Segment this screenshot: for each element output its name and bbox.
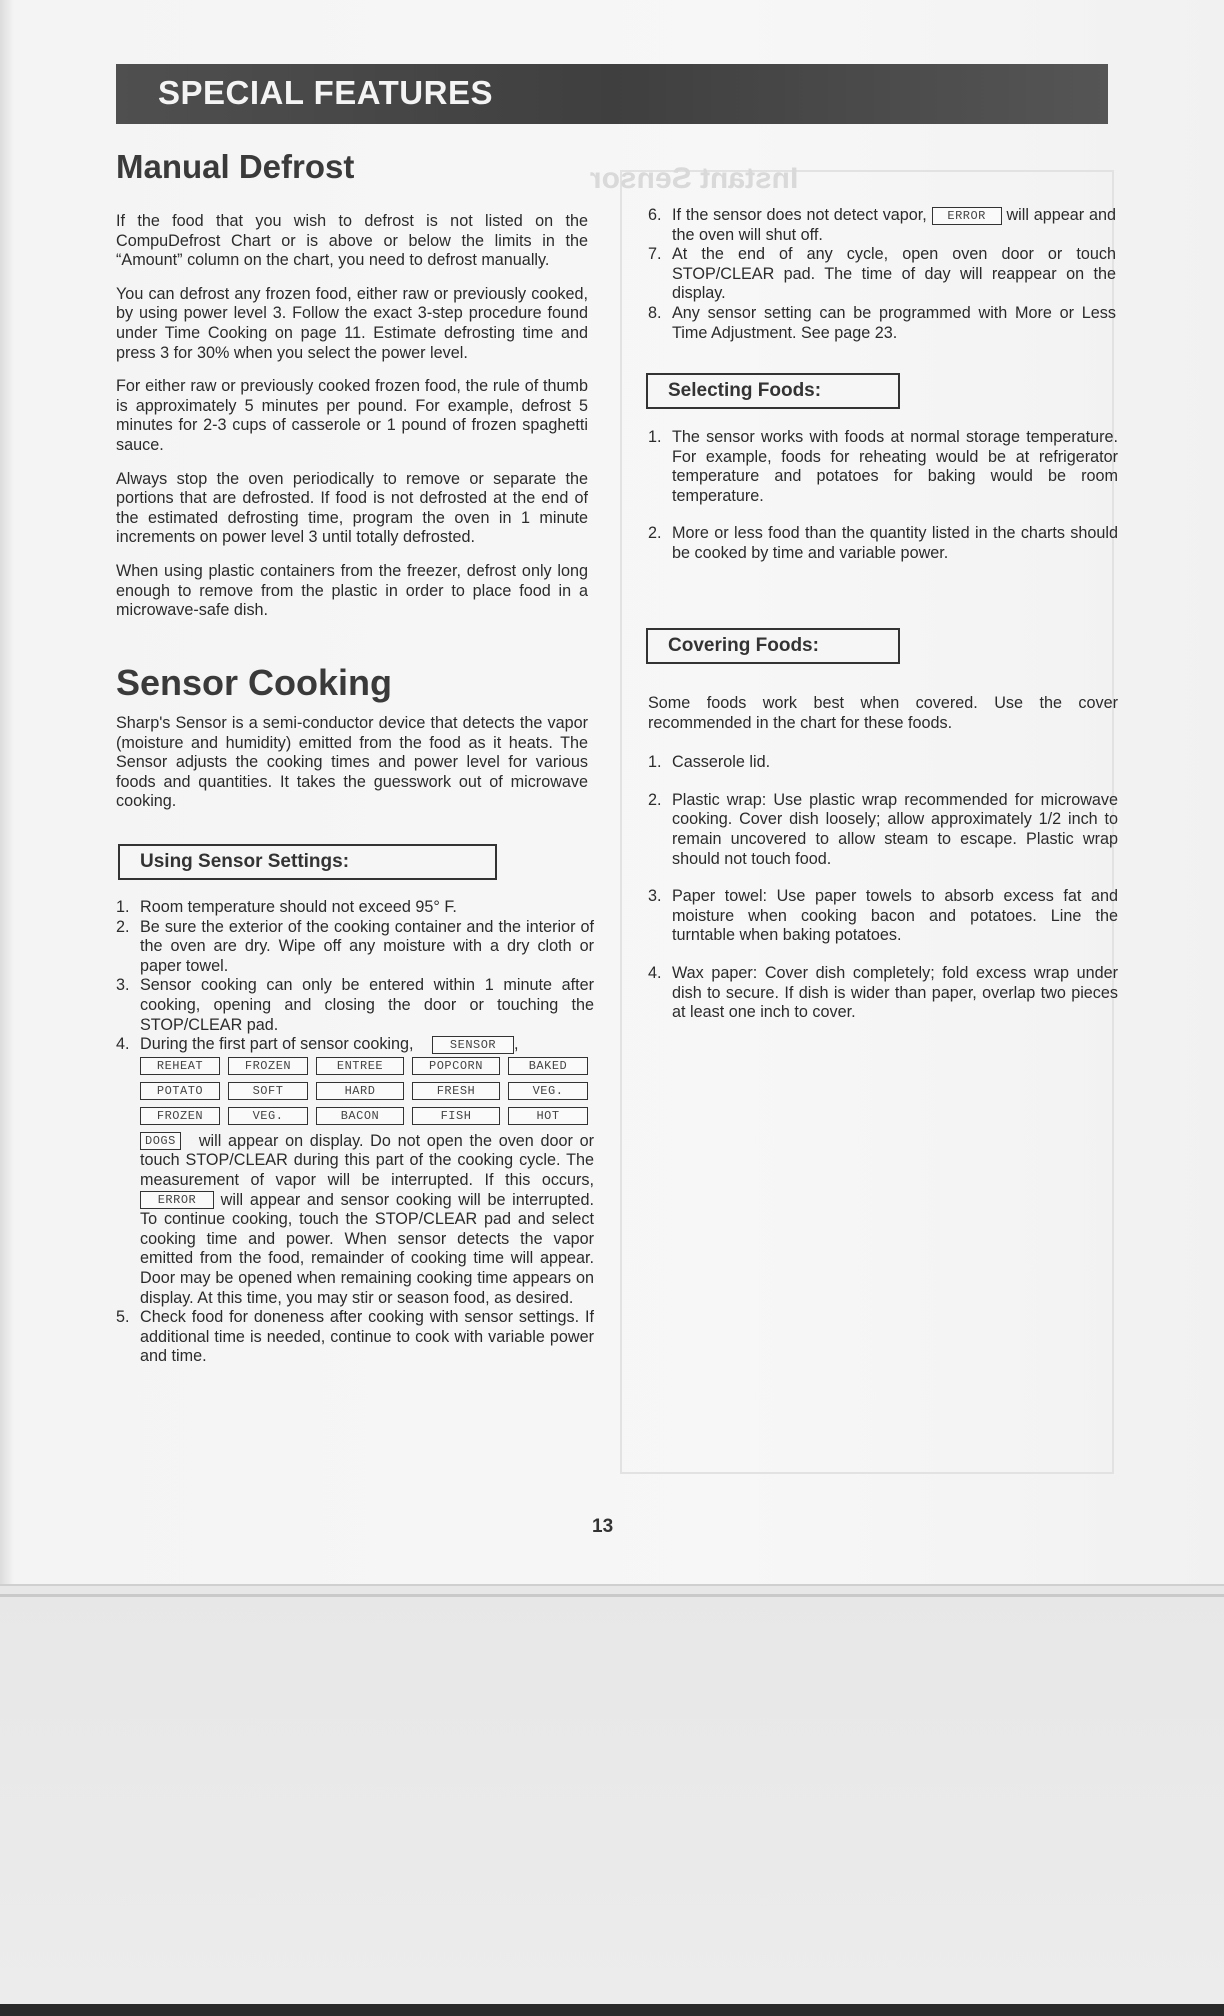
lcd-display: VEG. <box>508 1082 588 1100</box>
item-text: Casserole lid. <box>672 753 771 772</box>
lcd-row <box>140 1082 594 1100</box>
item-text: Be sure the exterior of the cooking container and the interior of the oven are dry. Wipe off any moisture with a dry cloth or paper towel. <box>140 917 594 975</box>
list-item <box>116 976 594 1035</box>
list-item <box>116 918 594 977</box>
item-text: Room temperature should not exceed 95° F. <box>140 898 457 916</box>
paragraph: If the food that you wish to defrost is not listed on the CompuDefrost Chart or is above or below the limits in the “Amount” column on the chart, you need to defrost manually. <box>116 212 588 270</box>
item-text: Sensor cooking can only be entered within 1 minute after cooking, opening and closing the door or touching the STOP/CLEAR pad. <box>140 976 594 1034</box>
item-text: If the sensor does not detect vapor, <box>672 206 927 224</box>
item-number: 6. <box>648 206 662 224</box>
selecting-foods-list <box>648 428 1118 582</box>
banner-title: SPECIAL FEATURES <box>158 74 493 111</box>
item-number: 5. <box>116 1308 130 1327</box>
paragraph: Some foods work best when covered. Use the cover recommended in the chart for these foods. <box>648 694 1118 732</box>
covering-foods-heading: Covering Foods: <box>646 628 900 664</box>
paragraph: For either raw or previously cooked frozen food, the rule of thumb is approximately 5 minutes per pound. For example, defrost 5 minutes for 2-3 cups of casserole or 1 pound of frozen spaghetti sauce. <box>116 377 588 454</box>
item-text: More or less food than the quantity listed in the charts should be cooked by time and variable power. <box>672 524 1118 562</box>
item-text: will appear and the oven will shut off. <box>672 206 1117 244</box>
section-banner <box>116 64 1108 124</box>
item-number: 4. <box>116 1035 130 1054</box>
lcd-display: FISH <box>412 1107 500 1125</box>
list-item <box>648 206 1116 245</box>
list-item: 4. During the first part of sensor cooking, SENSOR , REHEAT FROZEN ENTREE POPCORN BAKED POTATO SOFT HARD FRESH VEG. FROZEN VEG. BACON FISH HOT DOGS will appear on display. Do not open the oven door or touch STOP/CLEAR during this part of the cooking cycle. The measurement of vapor will be interrupted. If this occurs, ERROR will appear and sensor cooking will be interrupted. To continue cooking, touch the STOP/CLEAR pad and select cooking time and power. When sensor detects the vapor emitted from the food, remainder of cooking time will appear. Door may be opened when remaining cooking time appears on display. At this time, you may stir or season food, as desired. <box>116 1035 594 1307</box>
covering-foods-body <box>648 694 1118 1041</box>
lcd-display: SOFT <box>228 1082 308 1100</box>
lcd-display: POTATO <box>140 1082 220 1100</box>
list-item <box>116 1308 594 1367</box>
lcd-display: VEG. <box>228 1107 308 1125</box>
item-text: will appear and sensor cooking will be interrupted. To continue cooking, touch the STOP/CLEAR pad and select cooking time and power. When sensor detects the vapor emitted from the food, remainder of cooking time will appear. Door may be opened when remaining cooking time appears on display. At this time, you may stir or season food, as desired. <box>140 1190 594 1307</box>
lcd-display: HOT <box>508 1107 588 1125</box>
lcd-row <box>140 1057 594 1075</box>
bleed-through-text: Instant Sensor <box>590 162 799 195</box>
using-sensor-heading: Using Sensor Settings: <box>118 844 497 880</box>
list-item <box>648 753 1118 773</box>
lcd-display-dogs: DOGS <box>140 1132 181 1150</box>
lcd-display-grid <box>140 1057 594 1125</box>
lcd-display-sensor: SENSOR <box>432 1036 514 1054</box>
item-text: The sensor works with foods at normal storage temperature. For example, foods for reheating would be at refrigerator temperature and potatoes for baking would be room temperature. <box>672 428 1118 505</box>
item-text: Any sensor setting can be programmed with More or Less Time Adjustment. See page 23. <box>672 303 1116 342</box>
manual-defrost-heading: Manual Defrost <box>116 148 355 185</box>
lcd-display: FRESH <box>412 1082 500 1100</box>
using-sensor-list <box>116 898 594 1367</box>
lcd-display: FROZEN <box>228 1057 308 1075</box>
item-text: Paper towel: Use paper towels to absorb excess fat and moisture when cooking bacon and potatoes. Line the turntable when baking potatoes. <box>672 887 1118 945</box>
item-number: 2. <box>648 524 662 543</box>
sensor-cooking-intro <box>116 714 588 826</box>
using-sensor-list-continued <box>648 206 1116 343</box>
list-item <box>648 428 1118 506</box>
lcd-display: BACON <box>316 1107 404 1125</box>
item-number: 3. <box>116 976 130 995</box>
item-number: 2. <box>648 790 662 809</box>
item-number: 1. <box>648 428 662 446</box>
list-item <box>648 887 1118 946</box>
item-text: will appear on display. Do not open the oven door or touch STOP/CLEAR during this part of the cooking cycle. The measurement of vapor will be interrupted. If this occurs, <box>140 1131 594 1189</box>
item-text: Wax paper: Cover dish completely; fold excess wrap under dish to secure. If dish is wider than paper, overlap two pieces at least one inch to cover. <box>672 963 1118 1022</box>
list-item <box>648 304 1116 343</box>
lcd-display: BAKED <box>508 1057 588 1075</box>
paragraph: Always stop the oven periodically to remove or separate the portions that are defrosted. If food is not defrosted at the end of the estimated defrosting time, program the oven in 1 minute increments on power level 3 until totally defrosted. <box>116 469 588 547</box>
item-number: 1. <box>116 898 130 916</box>
lcd-display: HARD <box>316 1082 404 1100</box>
sensor-cooking-heading: Sensor Cooking <box>116 662 393 703</box>
list-item <box>648 964 1118 1023</box>
item-number: 1. <box>648 753 662 772</box>
scanner-background <box>0 1586 1224 2016</box>
lcd-display-error: ERROR <box>140 1191 214 1209</box>
lcd-display: REHEAT <box>140 1057 220 1075</box>
item-number: 7. <box>648 245 662 264</box>
item-text: Check food for doneness after cooking with sensor settings. If additional time is needed, continue to cook with variable power and time. <box>140 1308 594 1366</box>
list-item <box>648 791 1118 869</box>
paragraph: When using plastic containers from the freezer, defrost only long enough to remove from the plastic in order to place food in a microwave-safe dish. <box>116 561 588 620</box>
scanner-bottom-edge <box>0 2004 1224 2016</box>
selecting-foods-heading: Selecting Foods: <box>646 373 900 409</box>
item-text: During the first part of sensor cooking, <box>140 1035 414 1054</box>
page-number: 13 <box>592 1516 614 1537</box>
item-number: 8. <box>648 303 662 322</box>
list-item <box>648 524 1118 563</box>
lcd-row <box>140 1107 594 1125</box>
lcd-display: ENTREE <box>316 1057 404 1075</box>
page-edge-shadow <box>0 1594 1224 1597</box>
lcd-display: POPCORN <box>412 1057 500 1075</box>
lcd-display-error: ERROR <box>932 207 1002 225</box>
lcd-display: FROZEN <box>140 1107 220 1125</box>
item-text: Plastic wrap: Use plastic wrap recommended for microwave cooking. Cover dish loosely; allow approximately 1/2 inch to remain uncovered to allow steam to escape. Plastic wrap should not touch food. <box>672 790 1118 868</box>
list-item <box>116 898 594 918</box>
manual-defrost-body <box>116 212 588 635</box>
item-number: 2. <box>116 917 130 936</box>
paragraph: You can defrost any frozen food, either raw or previously cooked, by using power level 3. Follow the exact 3-step procedure found under Time Cooking on page 11. Estimate defrosting time and press 3 for 30% when you select the power level. <box>116 284 588 362</box>
paragraph: Sharp's Sensor is a semi-conductor device that detects the vapor (moisture and humidity) emitted from the food as it heats. The Sensor adjusts the cooking times and power level for various foods and quantities. It takes the guesswork out of microwave cooking. <box>116 714 588 811</box>
item-number: 3. <box>648 887 662 906</box>
list-item <box>648 245 1116 304</box>
item-number: 4. <box>648 963 662 982</box>
item-text: At the end of any cycle, open oven door or touch STOP/CLEAR pad. The time of day will reappear on the display. <box>672 245 1116 303</box>
